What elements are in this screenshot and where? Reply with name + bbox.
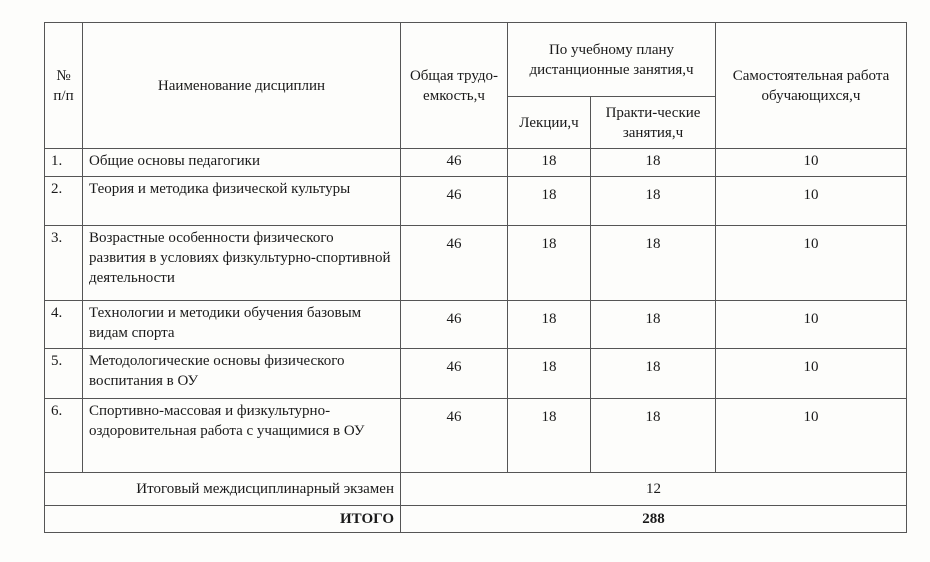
practice-hours: 18 (591, 149, 716, 177)
total-hours: 46 (401, 226, 508, 301)
exam-label: Итоговый междисциплинарный экзамен (45, 473, 401, 506)
practice-hours: 18 (591, 399, 716, 473)
self-study-hours: 10 (716, 301, 907, 349)
discipline-name: Общие основы педагогики (83, 149, 401, 177)
practice-hours: 18 (591, 226, 716, 301)
self-study-hours: 10 (716, 226, 907, 301)
lecture-hours: 18 (508, 349, 591, 399)
practice-hours: 18 (591, 301, 716, 349)
header-total: Общая трудо-емкость,ч (401, 23, 508, 149)
header-num: № п/п (45, 23, 83, 149)
total-hours: 46 (401, 349, 508, 399)
lecture-hours: 18 (508, 149, 591, 177)
total-hours: 46 (401, 399, 508, 473)
header-name: Наименование дисциплин (83, 23, 401, 149)
total-hours: 46 (401, 301, 508, 349)
total-label: ИТОГО (45, 506, 401, 533)
header-self: Самостоятельная работа обучающихся,ч (716, 23, 907, 149)
discipline-name: Спортивно-массовая и физкультурно-оздоровительная работа с учащимися в ОУ (83, 399, 401, 473)
discipline-name: Возрастные особенности физического развития в условиях физкультурно-спортивной деятельности (83, 226, 401, 301)
practice-hours: 18 (591, 349, 716, 399)
table-row (45, 149, 907, 177)
row-number: 4. (45, 301, 83, 349)
row-number: 5. (45, 349, 83, 399)
table-row (45, 226, 907, 301)
table-row (45, 177, 907, 226)
total-hours: 46 (401, 149, 508, 177)
table-row (45, 349, 907, 399)
header-lectures: Лекции,ч (508, 97, 591, 149)
total-hours: 46 (401, 177, 508, 226)
exam-value: 12 (401, 473, 907, 506)
row-number: 1. (45, 149, 83, 177)
practice-hours: 18 (591, 177, 716, 226)
total-value: 288 (401, 506, 907, 533)
lecture-hours: 18 (508, 226, 591, 301)
lecture-hours: 18 (508, 177, 591, 226)
lecture-hours: 18 (508, 301, 591, 349)
table-row (45, 399, 907, 473)
lecture-hours: 18 (508, 399, 591, 473)
self-study-hours: 10 (716, 399, 907, 473)
header-practice: Практи-ческие занятия,ч (591, 97, 716, 149)
self-study-hours: 10 (716, 349, 907, 399)
curriculum-table (44, 22, 907, 533)
row-number: 6. (45, 399, 83, 473)
discipline-name: Методологические основы физического воспитания в ОУ (83, 349, 401, 399)
discipline-name: Технологии и методики обучения базовым видам спорта (83, 301, 401, 349)
header-plan: По учебному плану дистанционные занятия,ч (508, 23, 716, 97)
discipline-name: Теория и методика физической культуры (83, 177, 401, 226)
self-study-hours: 10 (716, 149, 907, 177)
self-study-hours: 10 (716, 177, 907, 226)
row-number: 2. (45, 177, 83, 226)
table-row (45, 301, 907, 349)
row-number: 3. (45, 226, 83, 301)
